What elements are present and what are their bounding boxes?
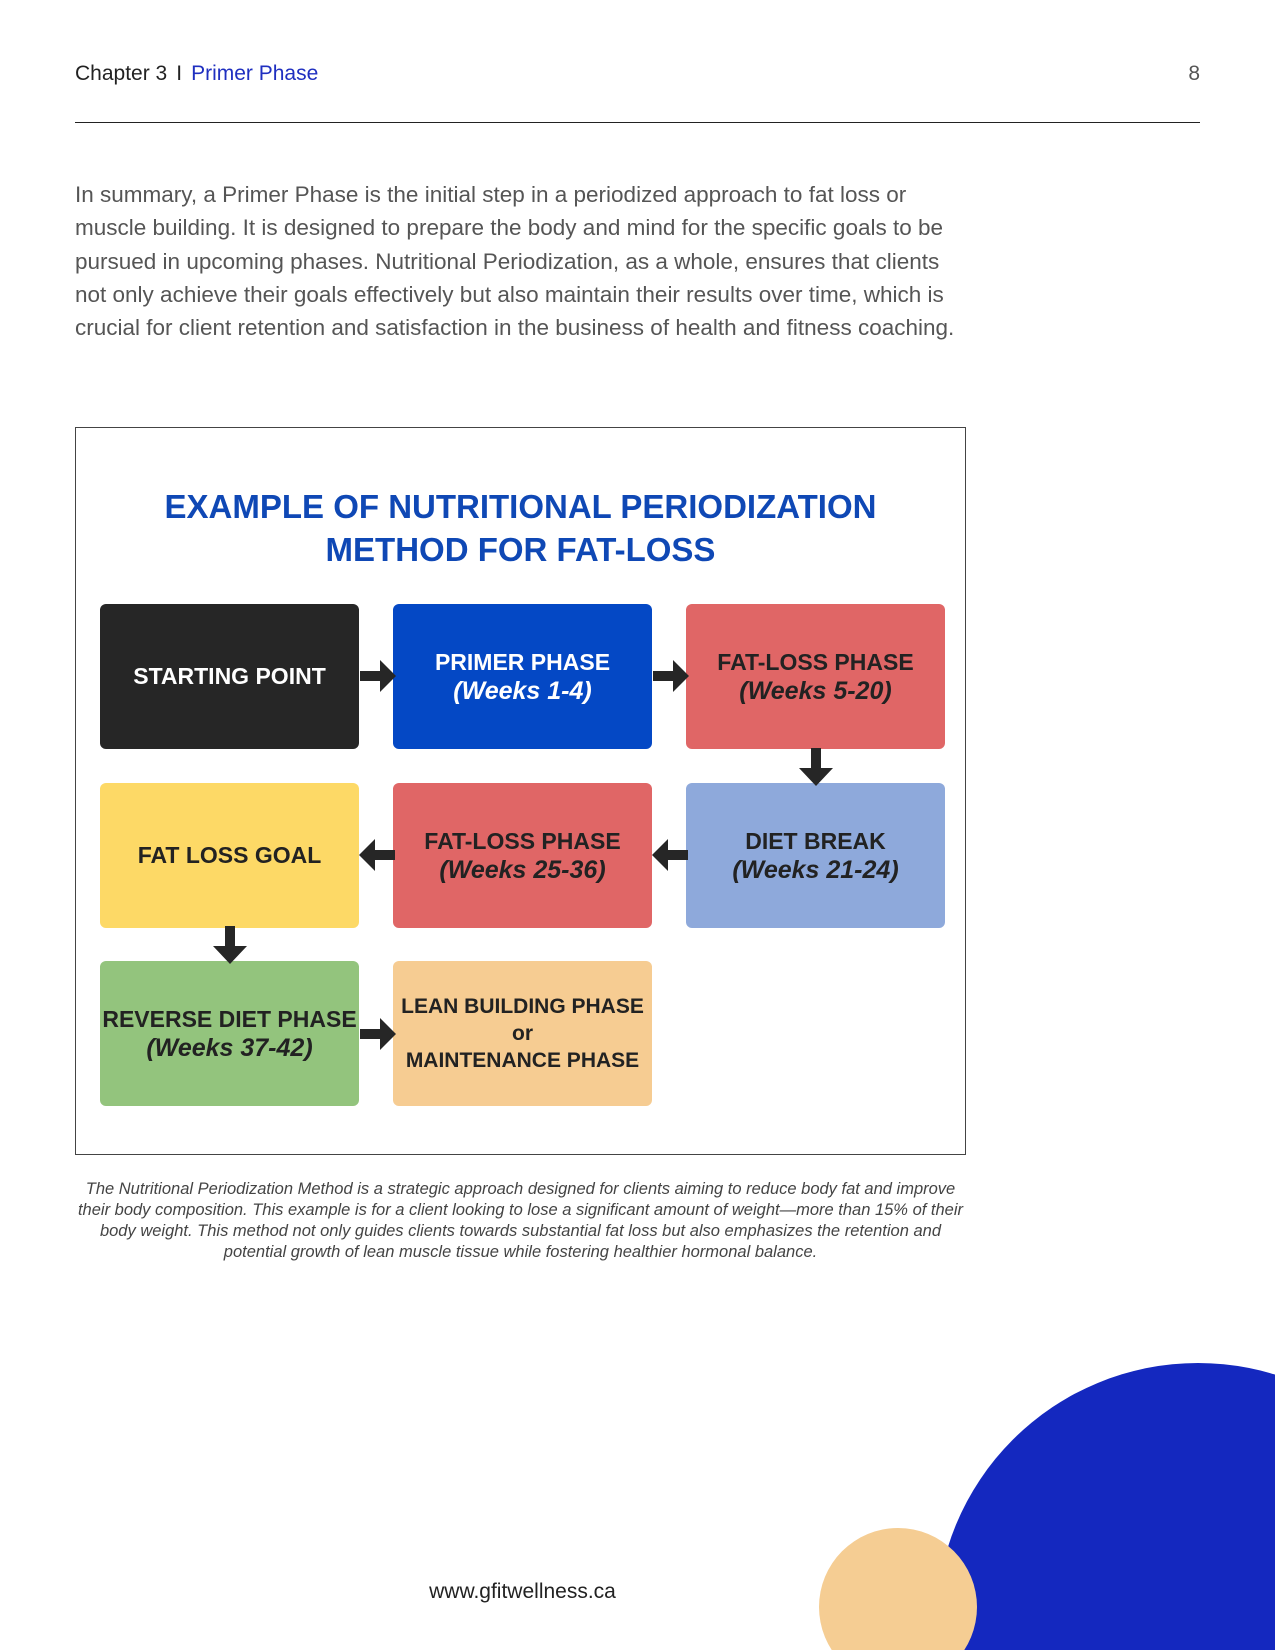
figure-title-line1: EXAMPLE OF NUTRITIONAL PERIODIZATION <box>164 488 877 525</box>
footer-website-link[interactable]: www.gfitwellness.ca <box>429 1580 616 1603</box>
box-lean-building-phase <box>393 961 652 1106</box>
box-reverse-diet-phase <box>100 961 359 1106</box>
box-weeks: (Weeks 37-42) <box>146 1033 313 1062</box>
box-fat-loss-phase-1 <box>686 604 945 749</box>
arrow-down-icon <box>799 748 833 786</box>
figure-caption: The Nutritional Periodization Method is a strategic approach designed for clients aiming to reduce body fat and improve their body composition. This example is for a client looking to lose a significant amount of weight—more than 15% of their body weight. This method not only guides clients towards substantial fat loss but also emphasizes the retention and potential growth of lean muscle tissue while fostering healthier hormonal balance. <box>77 1180 964 1261</box>
box-primer-phase <box>393 604 652 749</box>
figure-title <box>76 485 965 571</box>
box-label: FAT-LOSS PHASE <box>424 827 621 854</box>
box-weeks: (Weeks 21-24) <box>732 855 899 884</box>
box-weeks: (Weeks 5-20) <box>739 676 892 705</box>
chapter-label <box>75 62 318 86</box>
box-diet-break <box>686 783 945 928</box>
chapter-phase: Primer Phase <box>191 62 319 85</box>
box-label: PRIMER PHASE <box>434 648 611 675</box>
box-label: FAT LOSS GOAL <box>137 842 322 868</box>
box-label-line3: MAINTENANCE PHASE <box>405 1049 640 1072</box>
periodization-figure <box>75 427 966 1155</box>
page-header <box>75 62 1200 92</box>
arrow-down-icon <box>213 926 247 964</box>
box-fat-loss-goal <box>100 783 359 928</box>
header-separator: I <box>176 62 183 85</box>
arrow-left-icon <box>652 839 688 871</box>
arrow-right-icon <box>653 660 689 692</box>
chapter-number: Chapter 3 <box>75 62 168 85</box>
box-weeks: (Weeks 25-36) <box>439 855 606 884</box>
box-label-line1: LEAN BUILDING PHASE <box>401 995 644 1018</box>
arrow-right-icon <box>360 1018 396 1050</box>
blue-circle-decoration <box>936 1363 1275 1650</box>
box-label: FAT-LOSS PHASE <box>717 648 914 675</box>
arrow-right-icon <box>360 660 396 692</box>
page-number: 8 <box>1188 62 1200 85</box>
box-label: STARTING POINT <box>133 663 326 689</box>
box-weeks: (Weeks 1-4) <box>453 676 592 705</box>
box-starting-point <box>100 604 359 749</box>
box-fat-loss-phase-2 <box>393 783 652 928</box>
box-label-or: or <box>512 1022 533 1045</box>
box-label: DIET BREAK <box>745 827 886 854</box>
arrow-left-icon <box>359 839 395 871</box>
summary-paragraph: In summary, a Primer Phase is the initial step in a periodized approach to fat loss or muscle building. It is designed to prepare the body and mind for the specific goals to be pursued in upcoming phases. Nutritional Periodization, as a whole, ensures that clients not only achieve their goals effectively but also maintain their results over time, which is crucial for client retention and satisfaction in the business of health and fitness coaching. <box>75 182 955 341</box>
box-label: REVERSE DIET PHASE <box>102 1005 357 1032</box>
figure-title-line2: METHOD FOR FAT-LOSS <box>325 531 716 568</box>
header-divider <box>75 122 1200 123</box>
